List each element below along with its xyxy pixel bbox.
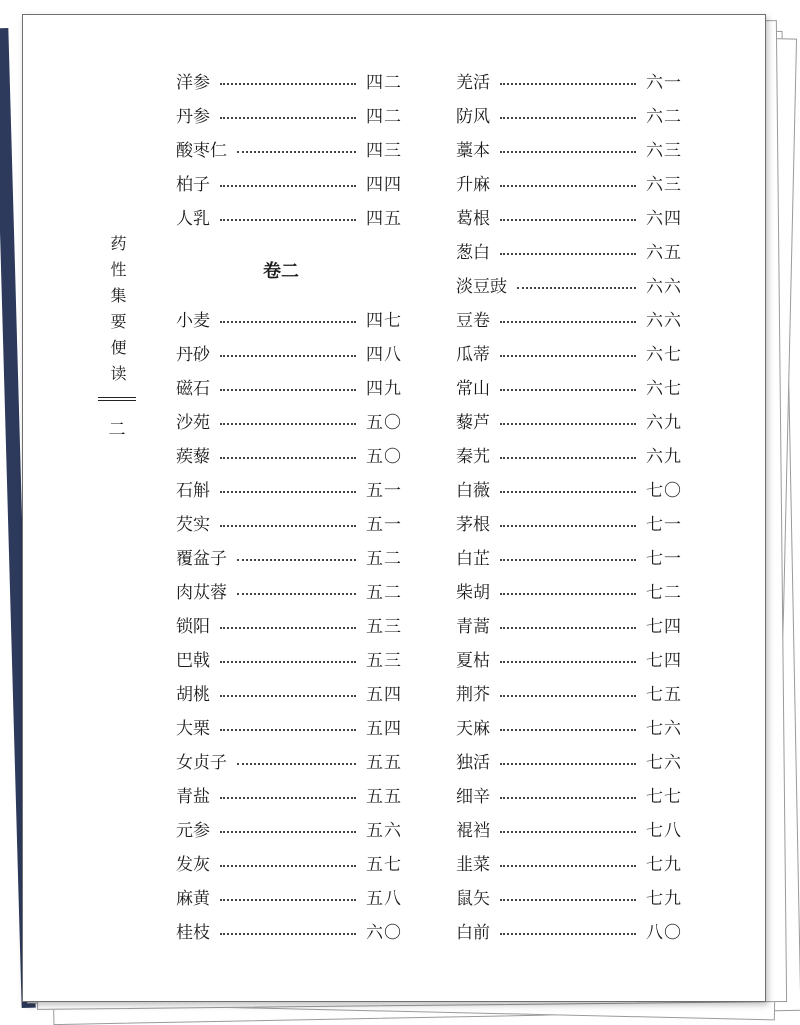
page-ref: 五二 xyxy=(366,583,402,603)
herb-name: 胡桃 xyxy=(176,685,210,705)
dot-leader xyxy=(220,218,356,221)
herb-name: 发灰 xyxy=(176,855,210,875)
page-ref: 四二 xyxy=(366,107,402,127)
herb-name: 芡实 xyxy=(176,515,210,535)
index-entry xyxy=(456,814,682,848)
page-ref: 六九 xyxy=(646,447,682,467)
dot-leader xyxy=(220,184,356,187)
dot-leader xyxy=(220,626,356,629)
index-entry xyxy=(176,372,402,406)
dot-leader xyxy=(237,558,356,561)
index-entry xyxy=(456,202,682,236)
index-entry xyxy=(176,202,402,236)
herb-name: 常山 xyxy=(456,379,490,399)
herb-name: 洋参 xyxy=(176,73,210,93)
dot-leader xyxy=(500,422,636,425)
index-entry xyxy=(176,100,402,134)
index-entry xyxy=(456,882,682,916)
herb-name: 元参 xyxy=(176,821,210,841)
index-entry xyxy=(176,678,402,712)
dot-leader xyxy=(500,490,636,493)
dot-leader xyxy=(220,660,356,663)
index-entry xyxy=(176,644,402,678)
page-ref: 七一 xyxy=(646,515,682,535)
index-entry xyxy=(176,814,402,848)
index-entry xyxy=(456,440,682,474)
dot-leader xyxy=(220,320,356,323)
page-ref: 六七 xyxy=(646,345,682,365)
herb-name: 柴胡 xyxy=(456,583,490,603)
herb-name: 桂枝 xyxy=(176,923,210,943)
herb-name: 青蒿 xyxy=(456,617,490,637)
dot-leader xyxy=(220,456,356,459)
page-ref: 五五 xyxy=(366,787,402,807)
index-entry xyxy=(176,780,402,814)
double-rule xyxy=(98,397,136,401)
herb-name: 葛根 xyxy=(456,209,490,229)
page-ref: 七二 xyxy=(646,583,682,603)
herb-name: 白前 xyxy=(456,923,490,943)
dot-leader xyxy=(500,932,636,935)
index-entry xyxy=(176,542,402,576)
page-ref: 七六 xyxy=(646,719,682,739)
herb-name: 肉苁蓉 xyxy=(176,583,227,603)
dot-leader xyxy=(500,592,636,595)
page-ref: 六七 xyxy=(646,379,682,399)
index-entry xyxy=(456,542,682,576)
herb-name: 酸枣仁 xyxy=(176,141,227,161)
page-ref: 六二 xyxy=(646,107,682,127)
page-ref: 五二 xyxy=(366,549,402,569)
dot-leader xyxy=(237,592,356,595)
index-entry xyxy=(456,338,682,372)
page-ref: 四五 xyxy=(366,209,402,229)
herb-name: 人乳 xyxy=(176,209,210,229)
index-entry xyxy=(456,66,682,100)
herb-name: 防风 xyxy=(456,107,490,127)
page-ref: 五八 xyxy=(366,889,402,909)
page-ref: 五〇 xyxy=(366,413,402,433)
dot-leader xyxy=(220,422,356,425)
dot-leader xyxy=(517,286,636,289)
herb-name: 升麻 xyxy=(456,175,490,195)
page-ref: 五七 xyxy=(366,855,402,875)
herb-name: 天麻 xyxy=(456,719,490,739)
index-entry xyxy=(456,304,682,338)
dot-leader xyxy=(220,82,356,85)
page-ref: 六一 xyxy=(646,73,682,93)
index-entry xyxy=(456,678,682,712)
index-entry xyxy=(456,236,682,270)
index-entry xyxy=(456,134,682,168)
herb-name: 夏枯 xyxy=(456,651,490,671)
page-ref: 五〇 xyxy=(366,447,402,467)
dot-leader xyxy=(237,150,356,153)
page-ref: 四三 xyxy=(366,141,402,161)
dot-leader xyxy=(500,660,636,663)
index-entry xyxy=(176,610,402,644)
herb-name: 麻黄 xyxy=(176,889,210,909)
dot-leader xyxy=(237,762,356,765)
index-entry xyxy=(176,882,402,916)
index-entry xyxy=(456,712,682,746)
dot-leader xyxy=(500,796,636,799)
page-ref: 七四 xyxy=(646,617,682,637)
dot-leader xyxy=(220,932,356,935)
dot-leader xyxy=(500,830,636,833)
dot-leader xyxy=(500,864,636,867)
index-entry xyxy=(176,746,402,780)
page-ref: 六四 xyxy=(646,209,682,229)
index-entry xyxy=(176,338,402,372)
page-ref: 七四 xyxy=(646,651,682,671)
herb-name: 沙苑 xyxy=(176,413,210,433)
index-entry xyxy=(176,406,402,440)
dot-leader xyxy=(220,490,356,493)
herb-name: 裩裆 xyxy=(456,821,490,841)
index-entry xyxy=(176,508,402,542)
herb-name: 藜芦 xyxy=(456,413,490,433)
dot-leader xyxy=(500,626,636,629)
herb-name: 荆芥 xyxy=(456,685,490,705)
dot-leader xyxy=(500,456,636,459)
dot-leader xyxy=(500,82,636,85)
dot-leader xyxy=(500,150,636,153)
herb-name: 豆卷 xyxy=(456,311,490,331)
book-title: 药性集要便读 xyxy=(108,235,127,391)
page-ref: 五四 xyxy=(366,685,402,705)
herb-name: 秦艽 xyxy=(456,447,490,467)
herb-name: 细辛 xyxy=(456,787,490,807)
herb-name: 茅根 xyxy=(456,515,490,535)
herb-name: 小麦 xyxy=(176,311,210,331)
herb-name: 锁阳 xyxy=(176,617,210,637)
page-number: 二 xyxy=(108,420,126,440)
page-ref: 七五 xyxy=(646,685,682,705)
index-column-right xyxy=(456,66,682,950)
index-entry xyxy=(456,576,682,610)
index-entry xyxy=(456,372,682,406)
page-ref: 五四 xyxy=(366,719,402,739)
dot-leader xyxy=(220,898,356,901)
index-entry xyxy=(176,168,402,202)
herb-name: 石斛 xyxy=(176,481,210,501)
herb-name: 覆盆子 xyxy=(176,549,227,569)
dot-leader xyxy=(220,864,356,867)
herb-name: 柏子 xyxy=(176,175,210,195)
dot-leader xyxy=(500,320,636,323)
herb-name: 丹砂 xyxy=(176,345,210,365)
index-column-left xyxy=(176,66,402,950)
index-entry xyxy=(456,916,682,950)
index-entry xyxy=(176,134,402,168)
page-ref: 四二 xyxy=(366,73,402,93)
herb-name: 丹参 xyxy=(176,107,210,127)
index-entry xyxy=(176,576,402,610)
page-ref: 七〇 xyxy=(646,481,682,501)
page-ref: 五三 xyxy=(366,651,402,671)
page-ref: 六六 xyxy=(646,277,682,297)
dot-leader xyxy=(220,354,356,357)
index-entry xyxy=(456,780,682,814)
dot-leader xyxy=(220,388,356,391)
index-entry xyxy=(176,66,402,100)
page-ref: 八〇 xyxy=(646,923,682,943)
index-entry xyxy=(176,440,402,474)
herb-name: 磁石 xyxy=(176,379,210,399)
page-ref: 五一 xyxy=(366,515,402,535)
dot-leader xyxy=(500,694,636,697)
dot-leader xyxy=(500,524,636,527)
page-ref: 四七 xyxy=(366,311,402,331)
dot-leader xyxy=(220,830,356,833)
page-ref: 五三 xyxy=(366,617,402,637)
dot-leader xyxy=(500,116,636,119)
dot-leader xyxy=(220,116,356,119)
index-entry xyxy=(176,916,402,950)
page-ref: 五六 xyxy=(366,821,402,841)
dot-leader xyxy=(500,252,636,255)
index-entry xyxy=(456,508,682,542)
herb-name: 淡豆豉 xyxy=(456,277,507,297)
herb-name: 蒺藜 xyxy=(176,447,210,467)
page-ref: 七一 xyxy=(646,549,682,569)
index-entry xyxy=(176,304,402,338)
herb-name: 巴戟 xyxy=(176,651,210,671)
page-spine xyxy=(105,235,129,440)
herb-name: 白薇 xyxy=(456,481,490,501)
index-entry xyxy=(176,848,402,882)
dot-leader xyxy=(500,558,636,561)
page-ref: 五五 xyxy=(366,753,402,773)
index-entry xyxy=(456,474,682,508)
index-entry xyxy=(176,712,402,746)
index-entry xyxy=(456,848,682,882)
page-ref: 六三 xyxy=(646,175,682,195)
page-ref: 四九 xyxy=(366,379,402,399)
index-entry xyxy=(456,644,682,678)
index-entry xyxy=(456,406,682,440)
dot-leader xyxy=(220,796,356,799)
page-ref: 五一 xyxy=(366,481,402,501)
dot-leader xyxy=(220,694,356,697)
herb-name: 藁本 xyxy=(456,141,490,161)
dot-leader xyxy=(500,354,636,357)
herb-name: 女贞子 xyxy=(176,753,227,773)
herb-name: 白芷 xyxy=(456,549,490,569)
page-ref: 七六 xyxy=(646,753,682,773)
herb-name: 大栗 xyxy=(176,719,210,739)
index-entry xyxy=(456,168,682,202)
volume-heading: 卷二 xyxy=(263,261,299,282)
index-entry xyxy=(456,610,682,644)
page-ref: 六〇 xyxy=(366,923,402,943)
page-ref: 六九 xyxy=(646,413,682,433)
page-ref: 四八 xyxy=(366,345,402,365)
page-ref: 七七 xyxy=(646,787,682,807)
page-ref: 七八 xyxy=(646,821,682,841)
page-ref: 六六 xyxy=(646,311,682,331)
dot-leader xyxy=(500,184,636,187)
herb-name: 鼠矢 xyxy=(456,889,490,909)
index-entry xyxy=(456,100,682,134)
index-entry xyxy=(456,746,682,780)
index-entry xyxy=(456,270,682,304)
page-ref: 七九 xyxy=(646,889,682,909)
dot-leader xyxy=(220,524,356,527)
dot-leader xyxy=(500,218,636,221)
herb-name: 葱白 xyxy=(456,243,490,263)
herb-name: 羌活 xyxy=(456,73,490,93)
page-ref: 六三 xyxy=(646,141,682,161)
dot-leader xyxy=(500,388,636,391)
page-ref: 四四 xyxy=(366,175,402,195)
index-entry xyxy=(176,474,402,508)
dot-leader xyxy=(220,728,356,731)
herb-name: 独活 xyxy=(456,753,490,773)
herb-name: 韭菜 xyxy=(456,855,490,875)
dot-leader xyxy=(500,762,636,765)
dot-leader xyxy=(500,728,636,731)
herb-name: 青盐 xyxy=(176,787,210,807)
dot-leader xyxy=(500,898,636,901)
page-ref: 七九 xyxy=(646,855,682,875)
herb-name: 瓜蒂 xyxy=(456,345,490,365)
page-ref: 六五 xyxy=(646,243,682,263)
